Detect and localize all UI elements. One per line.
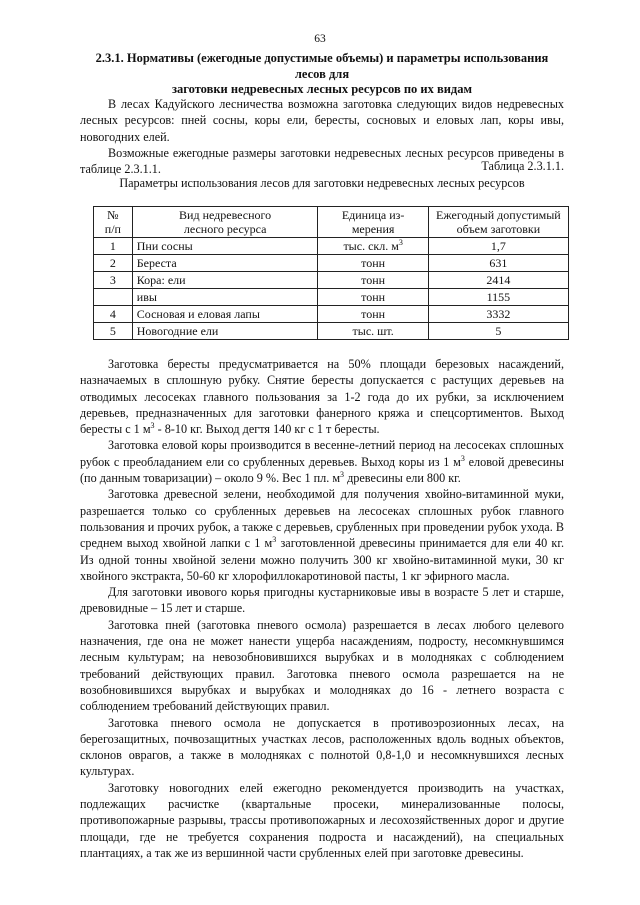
- row-number: 5: [94, 323, 133, 340]
- table-label: Таблица 2.3.1.1.: [481, 159, 564, 173]
- paragraph-spruce-bark-text-2: еловой древесины (по данным товаризации) – около 9 %. Вес 1 пл. м: [80, 454, 564, 486]
- paragraph-tree-greenery-text-1: Заготовка древесной зелени, необходимой для получения хвойно-витаминной муки, разрешается только со срубленных деревьев на лесосеках сплошных рубок главного пользования и прочих рубок, а также с деревьев, срубленных при проведении рубок ухода. В среднем выход хвойной лапки с 1 м: [80, 487, 564, 551]
- table-caption: Параметры использования лесов для заготовки недревесных лесных ресурсов: [119, 176, 525, 190]
- row-unit: тыс. шт.: [318, 323, 428, 340]
- row-resource-type: Береста: [132, 255, 318, 272]
- header-number-line-1: №: [107, 208, 119, 222]
- table-row: [94, 255, 569, 272]
- intro-paragraph-2: Возможные ежегодные размеры заготовки недревесных лесных ресурсов приведены в таблице 2.3.1.1.: [80, 145, 564, 177]
- header-resource-type-line-2: лесного ресурса: [183, 222, 267, 236]
- row-unit: тонн: [318, 306, 428, 323]
- paragraph-tree-greenery-text-2: заготовленной древесины принимается для ели 40 кг. Из одной тонны хвойной зелени можно получить 300 кг хвойно-витаминной муки, 30 кг хвойного экстракта, 50-60 кг хлорофиллокаротиновой пасты, 1 кг эфирного масла.: [80, 536, 564, 583]
- row-unit: тонн: [318, 289, 428, 306]
- row-annual-volume: 2414: [428, 272, 568, 289]
- intro-paragraph-1: В лесах Кадуйского лесничества возможна заготовка следующих видов недревесных лесных ресурсов: пней сосны, коры ели, бересты, сосновых и еловых лап, коры ивы, новогодних елей.: [80, 97, 564, 144]
- header-unit: [318, 207, 428, 238]
- paragraph-birch-bark-superscript: 3: [150, 421, 155, 431]
- table-row: [94, 238, 569, 255]
- header-annual-volume: [428, 207, 568, 238]
- paragraph-stumps: Заготовка пней (заготовка пневого осмола) разрешается в лесах любого целевого назначения, где она не может нанести ущерба насаждениям, подросту, несомкнувшимся лесным культурам; на невозобновившихся вырубках и в молодняках с соблюдением требований действующих правил. Заготовка пневого осмола разрешается на не возобновившихся вырубках и вырубках и молодняках до 16 - летнего возраста с соблюдением требований действующих правил.: [80, 617, 564, 714]
- paragraph-birch-bark-text-2: - 8-10 кг. Выход дегтя 140 кг с 1 т бересты.: [154, 422, 380, 437]
- row-annual-volume: 1,7: [428, 238, 568, 255]
- row-number: [94, 289, 133, 306]
- paragraph-new-year-trees: Заготовку новогодних елей ежегодно рекомендуется производить на участках, подлежащих расчистке (квартальные просеки, минерализованные полосы, противопожарные разрывы, трассы противопожарных и лесохозяйственных дорог и другие площади, где не требуется сохранения подроста и насаждений), на специальных плантациях, а так же из вершинной части срубленных елей при заготовке древесины.: [80, 780, 564, 860]
- table-header-row: [94, 207, 569, 238]
- paragraph-spruce-bark: [80, 437, 564, 486]
- paragraph-spruce-bark-superscript-1: 3: [460, 453, 465, 463]
- row-number: 3: [94, 272, 133, 289]
- row-number: 1: [94, 238, 133, 255]
- row-resource-type: ивы: [132, 289, 318, 306]
- row-unit-text: тыс. скл. м: [343, 239, 399, 253]
- row-annual-volume: 631: [428, 255, 568, 272]
- paragraph-spruce-bark-text-1: Заготовка еловой коры производится в весенне-летний период на лесосеках сплошных рубок с преобладанием ели со срубленных деревьев. Выход коры из 1 м: [80, 438, 564, 469]
- parameters-table: [93, 206, 569, 340]
- page-number: 63: [314, 33, 326, 45]
- header-unit-line-2: мерения: [351, 222, 395, 236]
- paragraph-birch-bark: [80, 356, 564, 437]
- row-resource-type: Кора: ели: [132, 272, 318, 289]
- row-resource-type: Новогодние ели: [132, 323, 318, 340]
- paragraph-spruce-bark-text-3: древесины ели 800 кг.: [344, 471, 461, 486]
- row-unit: тонн: [318, 255, 428, 272]
- paragraph-spruce-bark-superscript-2: 3: [340, 470, 345, 480]
- table-row: [94, 272, 569, 289]
- header-resource-type-line-1: Вид недревесного: [179, 208, 272, 222]
- paragraph-birch-bark-text-1: Заготовка бересты предусматривается на 50% площади березовых насаждений, назначаемых в сплошную рубку. Снятие бересты допускается с растущих деревьев на отводимых лесосеках главного пользования за 1-2 года до их рубки, за исключением деревьев, предназначенных для заготовки фанерного кряжа и спецсортиментов. Выход бересты с 1 м: [80, 357, 564, 437]
- table-row: [94, 323, 569, 340]
- paragraph-tree-greenery-superscript: 3: [272, 535, 277, 545]
- section-heading: [80, 51, 564, 98]
- row-resource-type: Пни сосны: [132, 238, 318, 255]
- header-annual-volume-line-1: Ежегодный допустимый: [436, 208, 561, 222]
- row-unit: тонн: [318, 272, 428, 289]
- header-number-line-2: п/п: [104, 222, 121, 236]
- table-row: [94, 289, 569, 306]
- header-unit-line-1: Единица из-: [341, 208, 405, 222]
- paragraph-stump-restrictions: Заготовка пневого осмола не допускается в противоэрозионных лесах, на берегозащитных, почвозащитных участках лесов, расположенных вдоль водных объектов, склонов оврагов, а также в молодняках с полнотой 0,8-1,0 и несомкнувшихся лесных культурах.: [80, 715, 564, 779]
- row-annual-volume: 3332: [428, 306, 568, 323]
- header-resource-type: [132, 207, 318, 238]
- section-heading-line-2: заготовки недревесных лесных ресурсов по их видам: [171, 82, 473, 96]
- row-number: 4: [94, 306, 133, 323]
- row-number: 2: [94, 255, 133, 272]
- row-unit: [318, 238, 428, 255]
- row-resource-type: Сосновая и еловая лапы: [132, 306, 318, 323]
- header-number: [94, 207, 133, 238]
- paragraph-willow-bark: Для заготовки ивового корья пригодны кустарниковые ивы в возрасте 5 лет и старше, древовидные – 15 лет и старше.: [80, 585, 564, 616]
- section-heading-line-1: 2.3.1. Нормативы (ежегодные допустимые объемы) и параметры использования лесов для: [95, 51, 549, 81]
- table-row: [94, 306, 569, 323]
- row-annual-volume: 5: [428, 323, 568, 340]
- row-unit-superscript: 3: [398, 238, 403, 247]
- row-annual-volume: 1155: [428, 289, 568, 306]
- paragraph-tree-greenery: [80, 486, 564, 584]
- header-annual-volume-line-2: объем заготовки: [456, 222, 541, 236]
- body-text: [80, 356, 564, 861]
